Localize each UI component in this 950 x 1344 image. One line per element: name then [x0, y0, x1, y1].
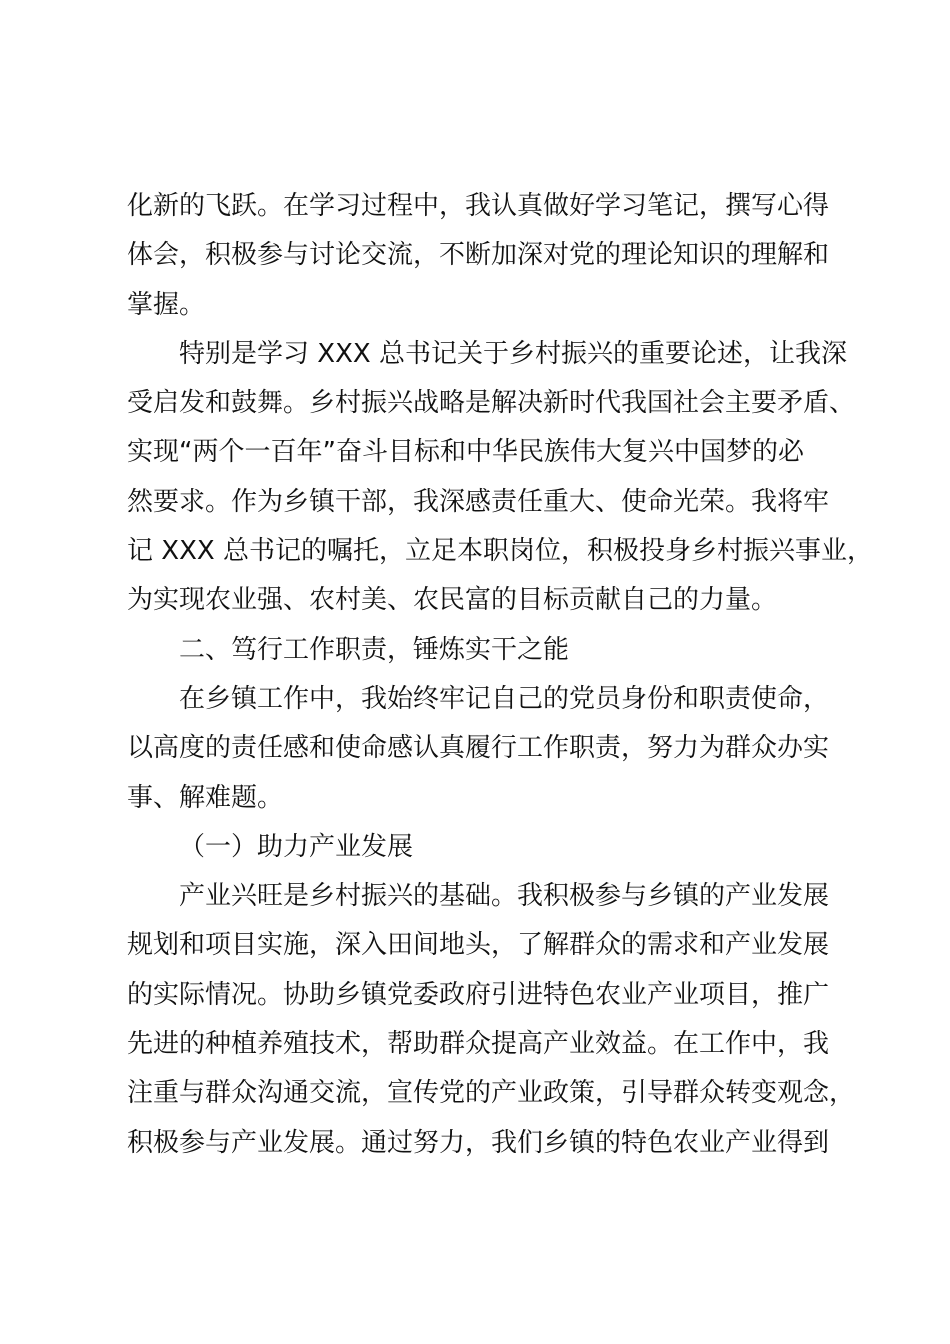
text-line: 二、笃行工作职责，锤炼实干之能	[179, 634, 570, 665]
text-line: 为实现农业强、农村美、农民富的目标贡献自己的力量。	[127, 585, 778, 616]
text-line: 记 XXX 总书记的嘱托，立足本职岗位，积极投身乡村振兴事业，	[127, 536, 873, 567]
text-line: 然要求。作为乡镇干部，我深感责任重大、使命光荣。我将牢	[127, 486, 830, 517]
text-line: 化新的飞跃。在学习过程中，我认真做好学习笔记，撰写心得	[127, 191, 830, 221]
text-line: 实现“两个一百年”奋斗目标和中华民族伟大复兴中国梦的必	[127, 437, 804, 468]
paragraph	[127, 182, 847, 330]
text-line: 事、解难题。	[127, 782, 284, 813]
paragraph	[127, 675, 847, 823]
text-line: 注重与群众沟通交流，宣传党的产业政策，引导群众转变观念，	[127, 1078, 856, 1109]
text-line: 体会，积极参与讨论交流，不断加深对党的理论知识的理解和	[127, 240, 830, 271]
text-line: 规划和项目实施，深入田间地头，了解群众的需求和产业发展	[127, 930, 830, 961]
text-line: 的实际情况。协助乡镇党委政府引进特色农业产业项目，推广	[127, 979, 830, 1010]
text-line: 以高度的责任感和使命感认真履行工作职责，努力为群众办实	[127, 733, 830, 764]
text-line: 掌握。	[127, 289, 206, 320]
text-line: （一）助力产业发展	[179, 831, 414, 862]
text-line: 受启发和鼓舞。乡村振兴战略是解决新时代我国社会主要矛盾、	[127, 388, 856, 419]
paragraph	[127, 872, 856, 1168]
text-line: 在乡镇工作中，我始终牢记自己的党员身份和职责使命，	[179, 683, 830, 714]
section-heading	[127, 823, 847, 872]
paragraph	[127, 330, 873, 626]
text-line: 产业兴旺是乡村振兴的基础。我积极参与乡镇的产业发展	[179, 881, 830, 912]
text-line: 积极参与产业发展。通过努力，我们乡镇的特色农业产业得到	[127, 1127, 830, 1158]
text-line: 先进的种植养殖技术，帮助群众提高产业效益。在工作中，我	[127, 1029, 830, 1060]
text-line: 特别是学习 XXX 总书记关于乡村振兴的重要论述，让我深	[179, 338, 847, 369]
document-page	[127, 182, 873, 1168]
section-heading	[127, 626, 847, 675]
